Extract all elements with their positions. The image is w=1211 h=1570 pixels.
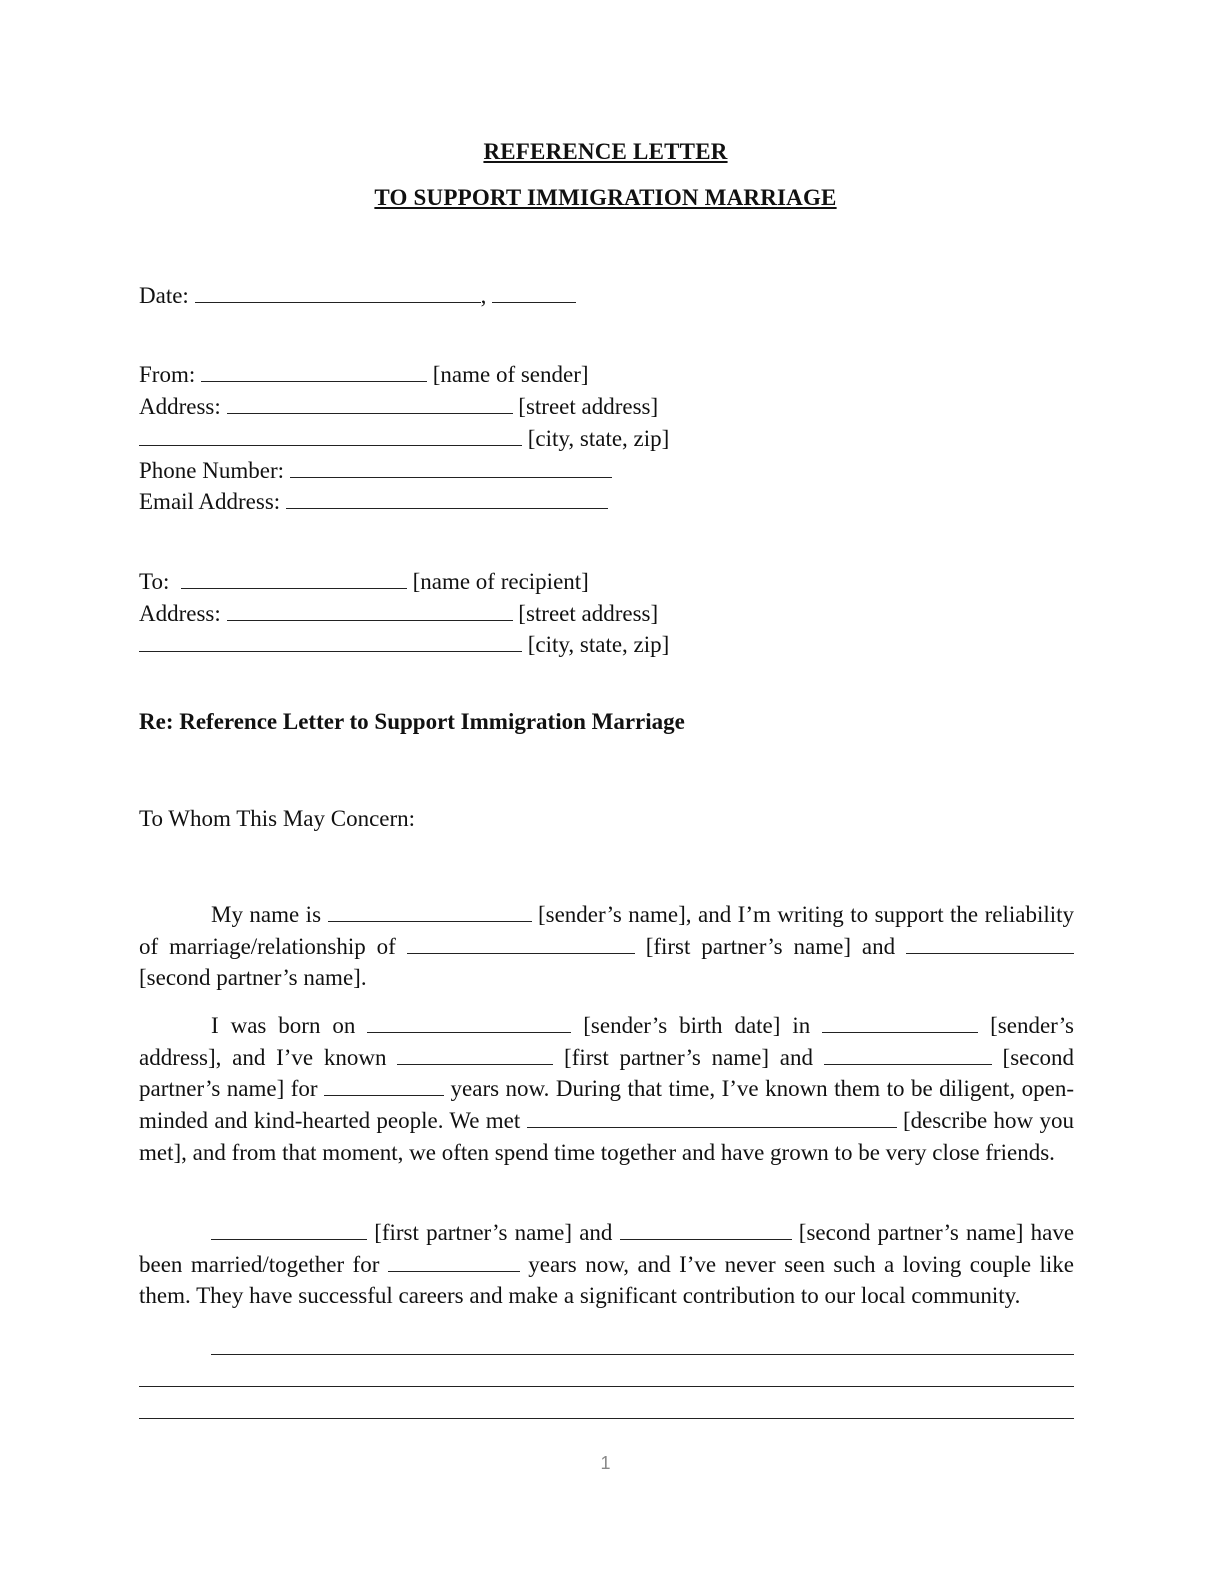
date-label: Date: [139,283,189,308]
paragraph-text: [sender’s name], and I’m writing to support the reliability of marriage/relationship of [139,902,1075,959]
year-blank[interactable] [492,284,576,303]
paragraph-text: [sender’s birth date] in [583,1013,811,1038]
writing-line[interactable] [139,1418,1074,1419]
to-line [139,566,589,598]
how-met-field[interactable] [527,1109,897,1128]
first-partner-field[interactable] [211,1221,367,1240]
paragraph-text: [first partner’s name] and [374,1220,613,1245]
recipient-name-hint: [name of recipient] [412,569,589,594]
salutation: To Whom This May Concern: [139,806,416,831]
recipient-city-line [139,629,669,661]
paragraph-couple [139,1217,1074,1312]
sender-city-hint: [city, state, zip] [527,426,670,451]
sender-street-blank[interactable] [227,395,513,414]
date-separator: , [480,283,487,308]
second-partner-field[interactable] [824,1046,992,1065]
date-line [139,280,576,312]
sender-address-field[interactable] [822,1014,978,1033]
to-label: To: [139,569,170,594]
from-line [139,359,589,391]
recipient-city-blank[interactable] [139,633,522,652]
paragraph-intro [139,899,1074,994]
date-blank[interactable] [195,284,481,303]
sender-street-hint: [street address] [518,394,659,419]
subject-line: Re: Reference Letter to Support Immigration Marriage [139,709,685,734]
letter-subtitle: TO SUPPORT IMMIGRATION MARRIAGE [374,185,837,210]
recipient-city-hint: [city, state, zip] [527,632,670,657]
sender-name-field[interactable] [328,903,532,922]
paragraph-text: [sender’s address], and I’ve known [139,1013,1075,1070]
years-together-field[interactable] [388,1253,520,1272]
paragraph-text: [second partner’s name]. [139,965,367,991]
paragraph-text: years now. During that time, I’ve known them to be diligent, open-minded and kind-hearted people. We met [139,1076,1075,1134]
email-line [139,486,608,518]
phone-blank[interactable] [290,459,612,478]
birth-date-field[interactable] [367,1014,571,1033]
first-partner-field[interactable] [407,935,635,954]
second-partner-field[interactable] [620,1221,792,1240]
sender-name-blank[interactable] [201,363,427,382]
sender-address-line [139,391,658,423]
writing-line[interactable] [211,1354,1074,1355]
years-known-field[interactable] [324,1077,444,1096]
paragraph-text: [second partner’s name] for [139,1044,1075,1102]
phone-label: Phone Number: [139,458,285,483]
paragraph-text: I was born on [211,1013,356,1038]
phone-line [139,455,612,487]
from-label: From: [139,362,196,387]
paragraph-text: [describe how you met], and from that moment, we often spend time together and have grown to be very close friends. [139,1108,1074,1165]
sender-city-blank[interactable] [139,427,522,446]
sender-city-line [139,423,669,455]
paragraph-history [139,1010,1074,1169]
paragraph-text: [second partner’s name] have been married/together for [139,1220,1075,1277]
sender-name-hint: [name of sender] [432,362,589,387]
recipient-street-hint: [street address] [518,601,659,626]
paragraph-text: years now, and I’ve never seen such a loving couple like them. They have successful careers and make a significant contribution to our local community. [139,1251,1075,1309]
first-partner-field[interactable] [397,1046,553,1065]
recipient-address-line [139,598,658,630]
paragraph-text: [first partner’s name] and [564,1044,813,1070]
email-blank[interactable] [286,490,608,509]
page-number: 1 [600,1453,611,1473]
recipient-address-label: Address: [139,601,221,626]
sender-address-label: Address: [139,394,221,419]
writing-line[interactable] [139,1386,1074,1387]
paragraph-text: [first partner’s name] and [645,933,896,959]
email-label: Email Address: [139,489,281,514]
recipient-street-blank[interactable] [227,602,513,621]
paragraph-text: My name is [211,902,322,927]
recipient-name-blank[interactable] [181,570,407,589]
second-partner-field[interactable] [906,935,1074,954]
letter-title: REFERENCE LETTER [483,139,728,164]
